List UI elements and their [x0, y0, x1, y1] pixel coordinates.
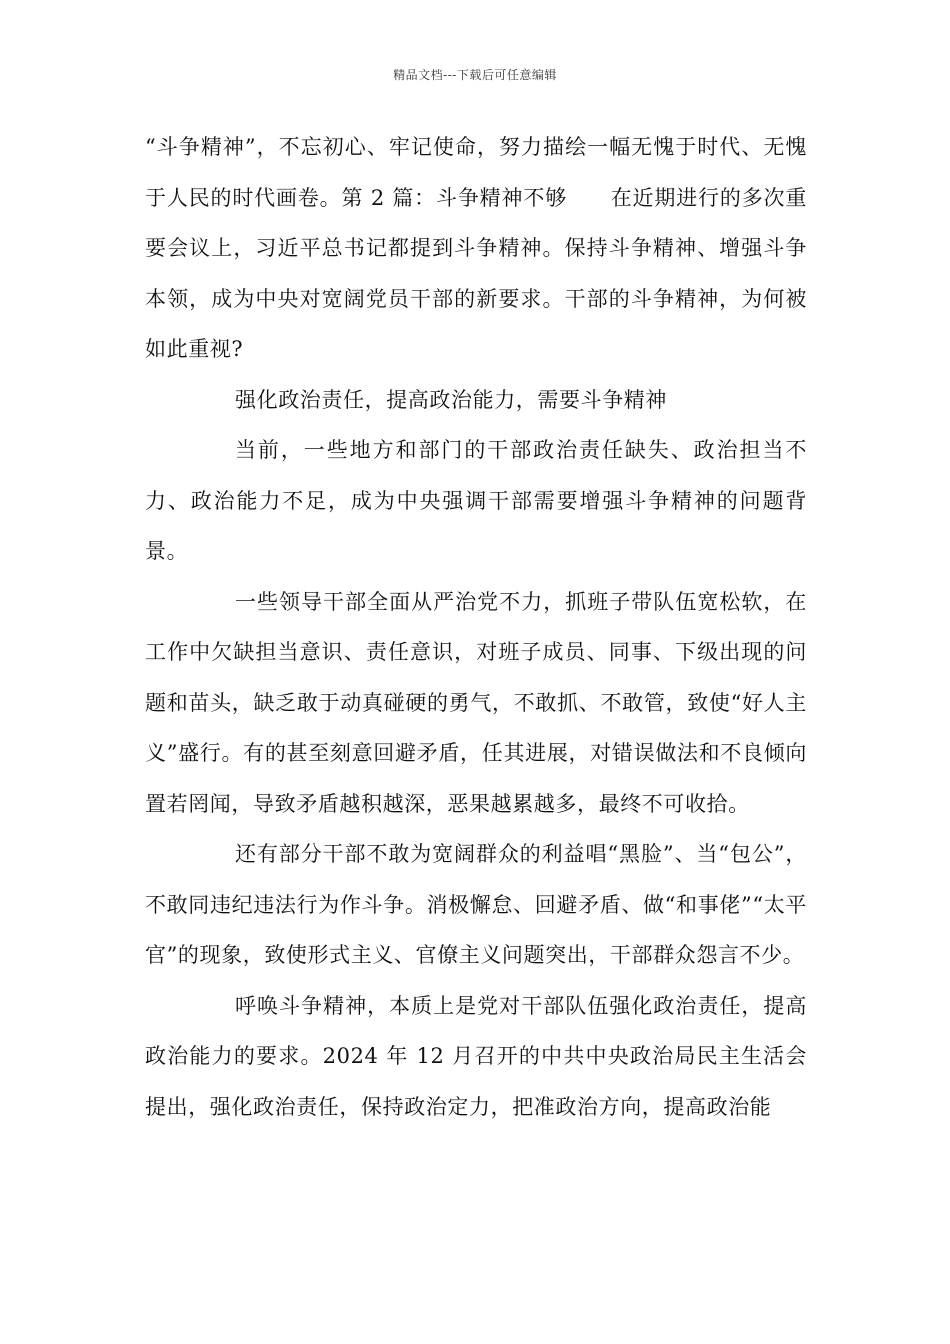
paragraph: 还有部分干部不敢为宽阔群众的利益唱“黑脸”、当“包公”，不敢同违纪违法行为作斗争。消极懈怠、回避矛盾、做“和事佬”“太平官”的现象，致使形式主义、官僚主义问题突出，干部群众怨言不少。 — [145, 842, 807, 967]
section-heading: 强化政治责任，提高政治能力，需要斗争精神 — [235, 387, 667, 412]
paragraph: 当前，一些地方和部门的干部政治责任缺失、政治担当不力、政治能力不足，成为中央强调干部需要增强斗争精神的问题背景。 — [145, 438, 807, 563]
page-header: 精品文档---下载后可任意编辑 — [393, 68, 557, 82]
paragraph: 呼唤斗争精神，本质上是党对干部队伍强化政治责任，提高政治能力的要求。2024 年 12 月召开的中共中央政治局民主生活会提出，强化政治责任，保持政治定力，把准政治方向，提高政治能 — [145, 993, 807, 1119]
document-body — [145, 122, 807, 1132]
paragraph: “斗争精神”，不忘初心、牢记使命，努力描绘一幅无愧于时代、无愧于人民的时代画卷。第 2 篇：斗争精神不够 在近期进行的多次重要会议上，习近平总书记都提到斗争精神。保持斗争精神、增强斗争本领，成为中央对宽阔党员干部的新要求。干部的斗争精神，为何被如此重视? — [145, 135, 807, 361]
paragraph: 一些领导干部全面从严治党不力，抓班子带队伍宽松软，在工作中欠缺担当意识、责任意识，对班子成员、同事、下级出现的问题和苗头，缺乏敢于动真碰硬的勇气，不敢抓、不敢管，致使“好人主义”盛行。有的甚至刻意回避矛盾，任其进展，对错误做法和不良倾向置若罔闻，导致矛盾越积越深，恶果越累越多，最终不可收拾。 — [145, 589, 807, 816]
